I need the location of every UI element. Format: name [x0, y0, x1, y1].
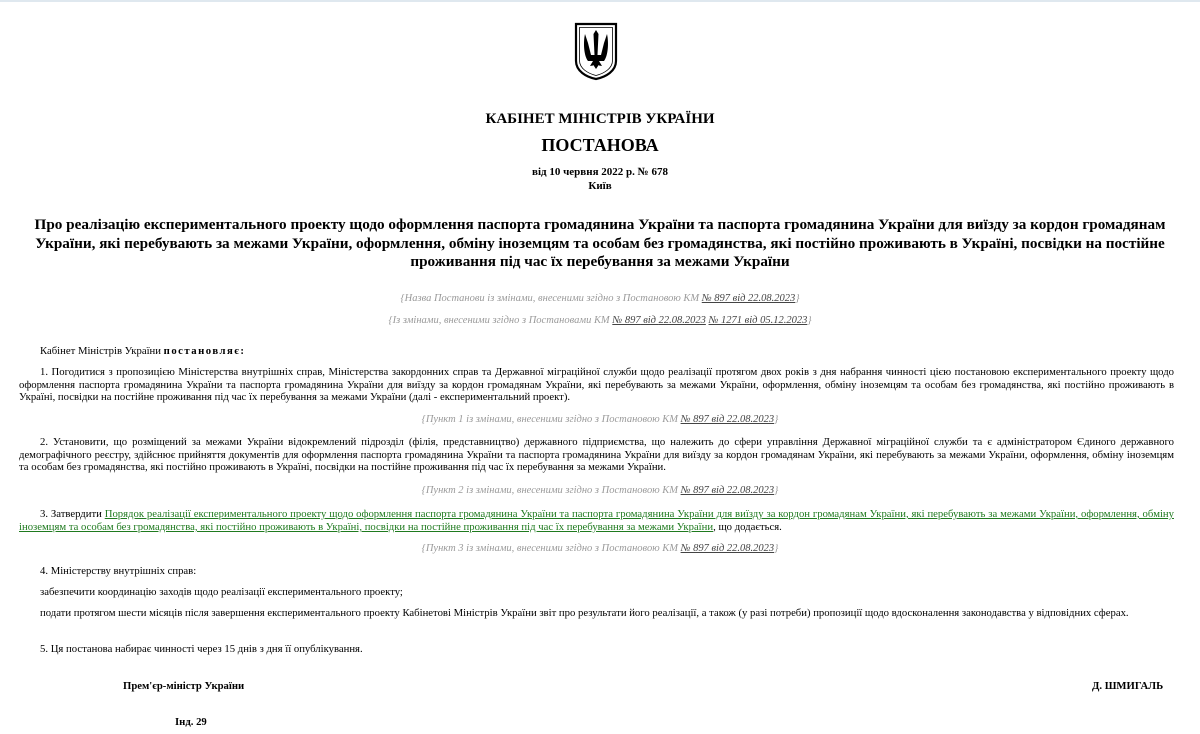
coat-of-arms-icon [573, 21, 619, 81]
amendment-link[interactable]: № 897 від 22.08.2023 [680, 543, 775, 554]
paragraph-3 [19, 508, 1174, 533]
document-type: ПОСТАНОВА [541, 135, 659, 155]
amendment-link-1271[interactable]: № 1271 [708, 315, 743, 326]
paragraph-2-note [0, 485, 1200, 496]
amendment-link-1271-date[interactable]: 05.12.2023 [760, 315, 808, 326]
paragraph-2: 2. Установити, що розміщений за межами України відокремлений підрозділ (філія, представництво) державного підприємства, що належить до сфери управління Державної міграційної служби та є адміністратором Єдиного державного демографічного реєстру, здійснює прийняття документів для оформлення паспорта громадянина України та паспорта громадянина України для виїзду за кордон громадянам України, які перебувають за межами України, оформлення, обміну іноземцям та особам без громадянства, які постійно проживають в Україні, посвідки на постійне проживання під час їх перебування за межами України. [19, 436, 1174, 474]
note-text: {Із змінами, внесеними згідно з Постановами КМ [388, 315, 613, 326]
paragraph-1: 1. Погодитися з пропозицією Міністерства внутрішніх справ, Міністерства закордонних справ та Державної міграційної служби щодо реалізації протягом двох років з дня набрання чинності цією постановою експериментального проекту щодо оформлення паспорта громадянина України та паспорта громадянина України для виїзду за кордон громадянам України, які перебувають за межами України, оформлення, обміну іноземцям та особам без громадянства, які постійно проживають в Україні, посвідки на постійне проживання під час їх перебування за межами України (далі - експериментальний проект). [19, 366, 1174, 404]
paragraph-4: 4. Міністерству внутрішніх справ: [40, 565, 197, 577]
note-close: } [774, 485, 779, 496]
paragraph-4-item-2: подати протягом шести місяців після завершення експериментального проекту Кабінетові Міністрів України звіт про результати його реалізації, а також (у разі потреби) пропозиції щодо вдосконалення законодавства у відповідних сферах. [40, 607, 1129, 619]
note-text: {Пункт 2 із змінами, внесеними згідно з Постановою КМ [421, 485, 681, 496]
amendment-link-897-from[interactable]: від [640, 315, 659, 326]
organization-name: КАБІНЕТ МІНІСТРІВ УКРАЇНИ [485, 111, 715, 127]
paragraph-1-note [0, 414, 1200, 425]
title-change-note [0, 293, 1200, 304]
amendment-link[interactable]: № 897 від 22.08.2023 [680, 485, 775, 496]
note-close: } [795, 293, 800, 304]
top-border [0, 0, 1200, 2]
paragraph-3-text: 3. Затвердити [40, 508, 105, 520]
preamble [19, 345, 1174, 358]
note-close: } [774, 543, 779, 554]
document-date-number: від 10 червня 2022 р. № 678 [532, 166, 668, 178]
signatory-position: Прем'єр-міністр України [123, 680, 245, 692]
document-title: Про реалізацію експериментального проекту щодо оформлення паспорта громадянина України та паспорта громадянина України для виїзду за кордон громадянам України, які перебувають за межами України, оформлення, обміну іноземцям та особам без громадянства, які постійно проживають в Україні, посвідки на постійне проживання під час їх перебування за межами України [34, 216, 1166, 270]
paragraph-3-note [0, 543, 1200, 554]
preamble-decree-word: постановляє: [163, 345, 246, 357]
amendment-link-897[interactable]: № 897 [612, 315, 641, 326]
note-close: } [807, 315, 812, 326]
note-text: {Пункт 3 із змінами, внесеними згідно з Постановою КМ [421, 543, 681, 554]
paragraph-4-item-1: забезпечити координацію заходів щодо реалізації експериментального проекту; [40, 586, 403, 598]
paragraph-5: 5. Ця постанова набирає чинності через 15 днів з дня її опублікування. [40, 643, 363, 655]
amendment-link-1271-from[interactable]: від [742, 315, 761, 326]
procedure-link[interactable]: Порядок реалізації експериментального проекту щодо оформлення паспорта громадянина України та паспорта громадянина України для виїзду за кордон громадянам України, які перебувають за межами України, оформлення, обміну іноземцям та особам без громадянства, які постійно проживають в Україні, посвідки на постійне проживання під час їх перебування за межами України [19, 508, 1174, 533]
note-text: {Назва Постанови із змінами, внесеними згідно з Постановою КМ [400, 293, 702, 304]
note-text: {Пункт 1 із змінами, внесеними згідно з Постановою КМ [421, 414, 681, 425]
preamble-text: Кабінет Міністрів України [40, 345, 164, 357]
signatory-name: Д. ШМИГАЛЬ [1092, 680, 1164, 692]
document-index: Інд. 29 [175, 716, 207, 728]
amendment-link[interactable]: № 897 від 22.08.2023 [680, 414, 775, 425]
changes-note [0, 315, 1200, 326]
document-city: Київ [588, 180, 612, 192]
note-close: } [774, 414, 779, 425]
amendment-link-897-date[interactable]: 22.08.2023 [658, 315, 706, 326]
amendment-link[interactable]: № 897 від 22.08.2023 [701, 293, 796, 304]
paragraph-3-tail: , що додається. [713, 520, 782, 533]
